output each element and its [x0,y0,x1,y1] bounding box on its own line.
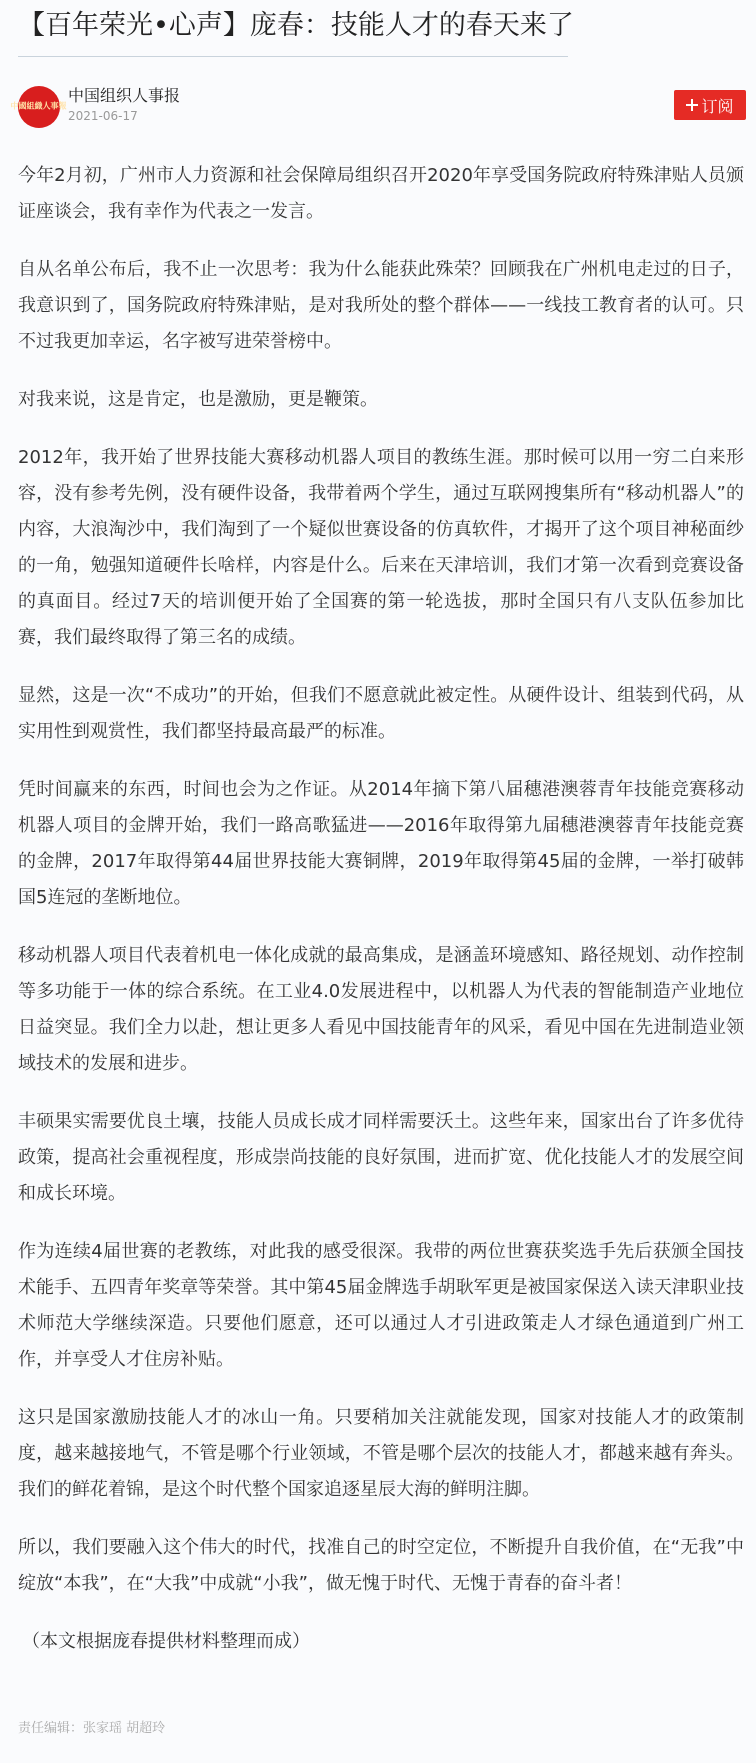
editor-credit: 责任编辑：张家瑶 胡超玲 [18,1721,166,1736]
source-avatar[interactable] [10,86,68,128]
source-note: （本文根据庞春提供材料整理而成） [22,1631,310,1652]
source-name[interactable]: 中国组织人事报 [68,86,181,105]
article-title: 【百年荣光•心声】庞春：技能人才的春天来了 [18,10,574,41]
avatar-logo-text: 中國組織人事報 [10,102,68,112]
plus-icon [686,99,698,111]
paragraph: 自从名单公布后，我不止一次思考：我为什么能获此殊荣？回顾我在广州机电走过的日子，我意识到了，国务院政府特殊津贴，是对我所处的整个群体——一线技工教育者的认可。只不过我更加幸运，名字被写进荣誉榜中。 [18,259,744,352]
paragraph: 2012年，我开始了世界技能大赛移动机器人项目的教练生涯。那时候可以用一穷二白来形容，没有参考先例，没有硬件设备，我带着两个学生，通过互联网搜集所有“移动机器人”的内容，大浪淘沙中，我们淘到了一个疑似世赛设备的仿真软件，才揭开了这个项目神秘面纱的一角，勉强知道硬件长啥样，内容是什么。后来在天津培训，我们才第一次看到竞赛设备的真面目。经过7天的培训便开始了全国赛的第一轮选拔，那时全国只有八支队伍参加比赛，我们最终取得了第三名的成绩。 [18,447,744,648]
subscribe-button[interactable] [674,90,746,120]
paragraph: 这只是国家激励技能人才的冰山一角。只要稍加关注就能发现，国家对技能人才的政策制度，越来越接地气，不管是哪个行业领域，不管是哪个层次的技能人才，都越来越有奔头。我们的鲜花着锦，是这个时代整个国家追逐星辰大海的鲜明注脚。 [18,1407,744,1500]
paragraph: 所以，我们要融入这个伟大的时代，找准自己的时空定位，不断提升自我价值，在“无我”中绽放“本我”，在“大我”中成就“小我”，做无愧于时代、无愧于青春的奋斗者！ [18,1537,744,1594]
publish-date: 2021-06-17 [68,109,138,123]
paragraph: 今年2月初，广州市人力资源和社会保障局组织召开2020年享受国务院政府特殊津贴人员颁证座谈会，我有幸作为代表之一发言。 [18,165,744,222]
paragraph: 作为连续4届世赛的老教练，对此我的感受很深。我带的两位世赛获奖选手先后获颁全国技术能手、五四青年奖章等荣誉。其中第45届金牌选手胡耿军更是被国家保送入读天津职业技术师范大学继续深造。只要他们愿意，还可以通过人才引进政策走人才绿色通道到广州工作，并享受人才住房补贴。 [18,1241,744,1370]
paragraph: 对我来说，这是肯定，也是激励，更是鞭策。 [18,389,378,410]
paragraph: 移动机器人项目代表着机电一体化成就的最高集成，是涵盖环境感知、路径规划、动作控制等多功能于一体的综合系统。在工业4.0发展进程中，以机器人为代表的智能制造产业地位日益突显。我们全力以赴，想让更多人看见中国技能青年的风采，看见中国在先进制造业领域技术的发展和进步。 [18,945,744,1074]
subscribe-label: 订阅 [701,96,734,116]
title-block [18,6,574,57]
paragraph: 丰硕果实需要优良土壤，技能人员成长成才同样需要沃土。这些年来，国家出台了许多优待政策，提高社会重视程度，形成崇尚技能的良好氛围，进而扩宽、优化技能人才的发展空间和成长环境。 [18,1111,744,1204]
paragraph: 显然，这是一次“不成功”的开始，但我们不愿意就此被定性。从硬件设计、组装到代码，从实用性到观赏性，我们都坚持最高最严的标准。 [18,685,744,742]
paragraph: 凭时间赢来的东西，时间也会为之作证。从2014年摘下第八届穗港澳蓉青年技能竞赛移动机器人项目的金牌开始，我们一路高歌猛进——2016年取得第九届穗港澳蓉青年技能竞赛的金牌，2017年取得第44届世界技能大赛铜牌，2019年取得第45届的金牌，一举打破韩国5连冠的垄断地位。 [18,779,744,908]
article-body [18,158,744,1660]
